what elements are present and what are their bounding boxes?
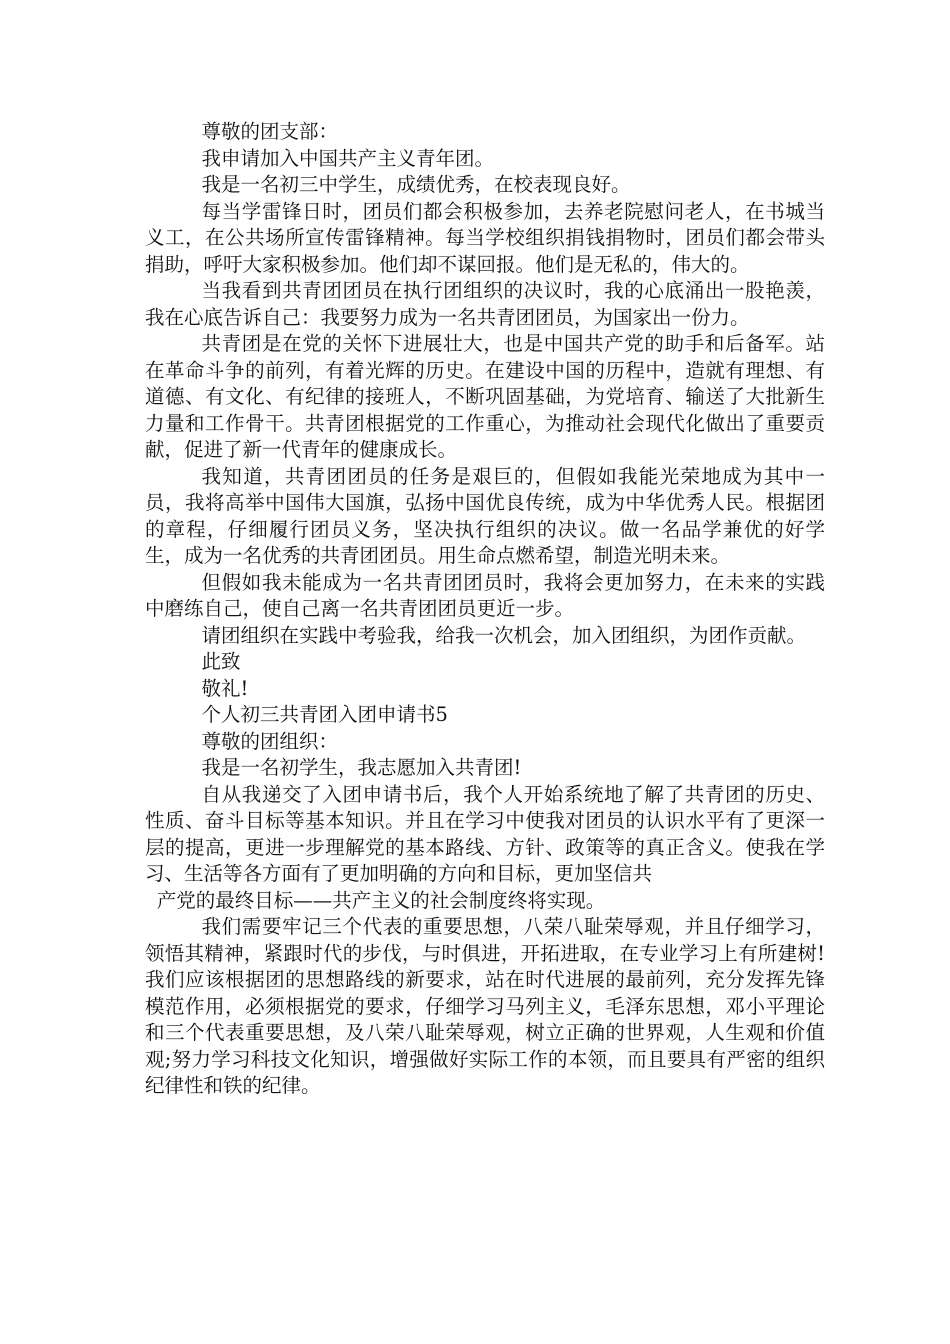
document-body: [145, 119, 825, 1100]
paragraph: 但假如我未能成为一名共青团团员时，我将会更加努力，在未来的实践中磨练自己，使自己离一名共青团团员更近一步。: [145, 570, 825, 620]
paragraph: 共青团是在党的关怀下进展壮大，也是中国共产党的助手和后备军。站在革命斗争的前列，有着光辉的历史。在建设中国的历程中，造就有理想、有道德、有文化、有纪律的接班人，不断巩固基础，为党培育、输送了大批新生力量和工作骨干。共青团根据党的工作重心，为推动社会现代化做出了重要贡献，促进了新一代青年的健康成长。: [145, 332, 825, 461]
closing-line: 敬礼!: [201, 676, 249, 700]
salutation: 尊敬的团支部：: [201, 120, 339, 143]
paragraph: 我知道，共青团团员的任务是艰巨的，但假如我能光荣地成为其中一员，我将高举中国伟大国旗，弘扬中国优良传统，成为中华优秀人民。根据团的章程，仔细履行团员义务，坚决执行组织的决议。做一名品学兼优的好学生，成为一名优秀的共青团团员。用生命点燃希望，制造光明未来。: [145, 464, 825, 567]
paragraph: 我们需要牢记三个代表的重要思想，八荣八耻荣辱观，并且仔细学习，领悟其精神，紧跟时代的步伐，与时俱进，开拓进取，在专业学习上有所建树!我们应该根据团的思想路线的新要求，站在时代进展的最前列，充分发挥先锋模范作用，必须根据党的要求，仔细学习马列主义，毛泽东思想，邓小平理论和三个代表重要思想，及八荣八耻荣辱观，树立正确的世界观，人生观和价值观;努力学习科技文化知识，增强做好实际工作的本领，而且要具有严密的组织纪律性和铁的纪律。: [145, 915, 825, 1097]
paragraph: 我申请加入中国共产主义青年团。: [201, 146, 495, 170]
paragraph: 当我看到共青团团员在执行团组织的决议时，我的心底涌出一股艳羡，我在心底告诉自己：我要努力成为一名共青团团员，为国家出一份力。: [145, 279, 825, 329]
paragraph: 每当学雷锋日时，团员们都会积极参加，去养老院慰问老人，在书城当义工，在公共场所宣传雷锋精神。每当学校组织捐钱捐物时，团员们都会带头捐助，呼吁大家积极参加。他们却不谋回报。他们是无私的，伟大的。: [145, 199, 825, 276]
paragraph: 我是一名初三中学生，成绩优秀，在校表现良好。: [201, 173, 631, 196]
paragraph: 请团组织在实践中考验我，给我一次机会，加入团组织，为团作贡献。: [201, 623, 807, 647]
paragraph: 我是一名初学生，我志愿加入共青团!: [201, 756, 522, 779]
section-title: 个人初三共青团入团申请书5: [201, 703, 448, 726]
paragraph: 自从我递交了入团申请书后，我个人开始系统地了解了共青团的历史、性质、奋斗目标等基本知识。并且在学习中使我对团员的认识水平有了更深一层的提高，更进一步理解党的基本路线、方针、政策等的真正含义。使我在学习、生活等各方面有了更加明确的方向和目标，更加坚信共: [145, 782, 825, 885]
salutation: 尊敬的团组织：: [201, 729, 339, 753]
paragraph-continuation: 产党的最终目标——共产主义的社会制度终将实现。: [156, 888, 606, 912]
closing-line: 此致: [201, 650, 241, 673]
